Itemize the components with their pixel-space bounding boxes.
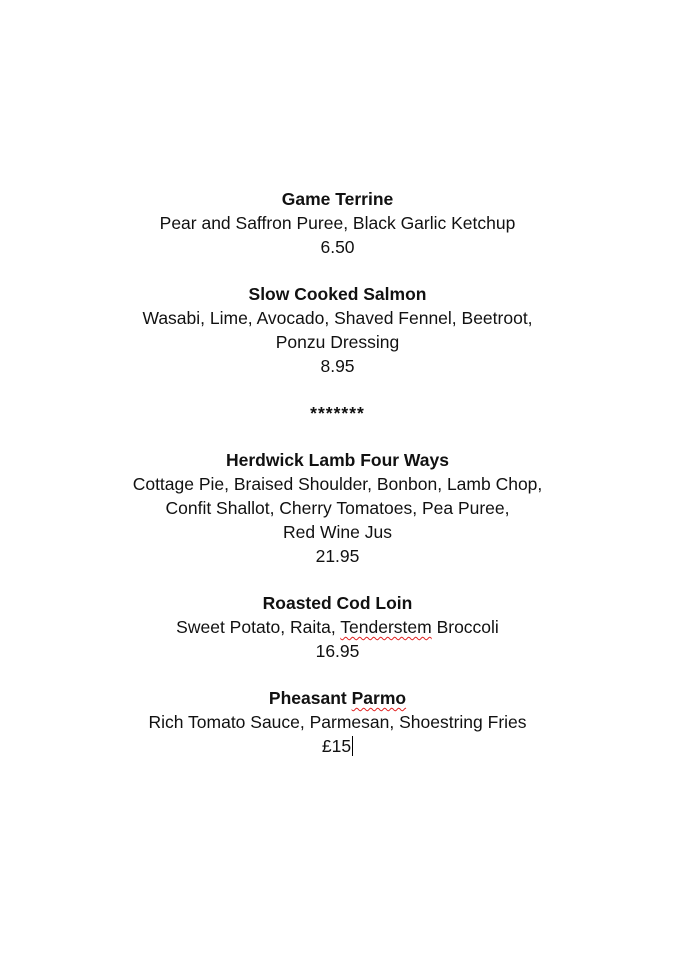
dish-title: [0, 686, 675, 710]
dish-title: Slow Cooked Salmon: [248, 284, 427, 304]
dish-description: Rich Tomato Sauce, Parmesan, Shoestring Fries: [148, 712, 527, 732]
dish-description-line: Wasabi, Lime, Avocado, Shaved Fennel, Beetroot,: [142, 308, 533, 328]
title-text: Pheasant: [268, 688, 352, 708]
dish-description-line: Red Wine Jus: [283, 522, 392, 542]
course-separator: *******: [310, 403, 365, 423]
dish-description-line: Confit Shallot, Cherry Tomatoes, Pea Puree,: [165, 498, 510, 518]
menu-item-pheasant-parmo: [0, 686, 675, 758]
dish-price: 21.95: [315, 546, 360, 566]
description-text: Broccoli: [431, 617, 499, 637]
menu-item-slow-cooked-salmon: [0, 282, 675, 378]
dish-price[interactable]: £15: [321, 736, 352, 756]
dish-price-line: [0, 734, 675, 758]
menu-item-herdwick-lamb: [0, 448, 675, 568]
dish-title: Game Terrine: [281, 189, 394, 209]
description-text: Sweet Potato, Raita,: [176, 617, 341, 637]
dish-price: 6.50: [320, 237, 355, 257]
dish-title: Roasted Cod Loin: [262, 593, 413, 613]
spellcheck-flagged-word[interactable]: Tenderstem: [340, 617, 432, 637]
dish-description-line: Ponzu Dressing: [275, 332, 400, 352]
dish-price: 8.95: [320, 356, 355, 376]
spellcheck-flagged-word[interactable]: Parmo: [351, 688, 407, 708]
dish-description: Pear and Saffron Puree, Black Garlic Ketchup: [159, 213, 516, 233]
dish-description: [0, 615, 675, 639]
dish-title: Herdwick Lamb Four Ways: [225, 450, 449, 470]
dish-description-line: Cottage Pie, Braised Shoulder, Bonbon, Lamb Chop,: [132, 474, 543, 494]
menu-item-game-terrine: [0, 187, 675, 259]
dish-price: 16.95: [315, 641, 360, 661]
text-cursor: [352, 736, 353, 756]
menu-item-roasted-cod-loin: [0, 591, 675, 663]
menu: [0, 187, 675, 781]
